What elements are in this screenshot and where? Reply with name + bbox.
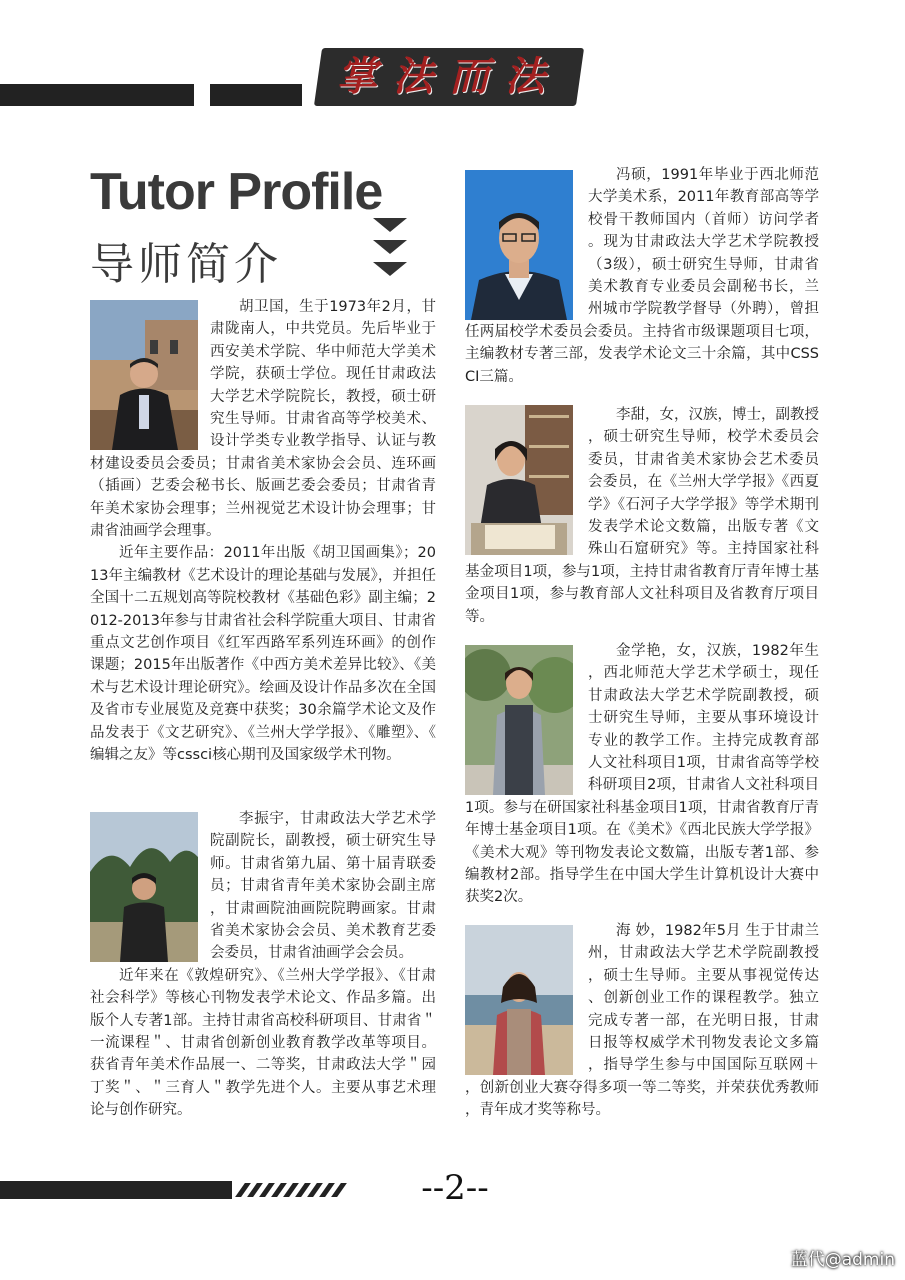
text-line: 社会科学》等核心刊物发表学术论文、作品多篇。出 <box>90 990 436 1007</box>
text-line: 日报等权威学术刊物发表论文多篇 <box>588 1035 819 1051</box>
text-line: 甘肃政法大学艺术学院副教授，硕 <box>588 687 819 704</box>
tutor-photo-li-zhenyu <box>90 812 198 962</box>
tutor-photo-hu-weiguo <box>90 300 198 450</box>
header-bar-left <box>0 84 194 106</box>
text-line: 肃省油画学会理事。 <box>90 523 221 539</box>
text-line: ，硕士生导师。主要从事视觉传达 <box>588 967 819 984</box>
text-line: 012-2013年参与甘肃省社会科学院重大项目、甘肃省 <box>90 612 436 629</box>
column-title: 掌法而法 <box>337 53 561 100</box>
text-line: 13年主编教材《艺术设计的理论基础与发展》，并担任 <box>90 567 436 584</box>
text-line: 海 妙，1982年5月 生于甘肃兰 <box>616 923 819 939</box>
text-line: 近年来在《敦煌研究》、《兰州大学学报》、《甘肃 <box>119 967 436 984</box>
text-line: 论与创作研究。 <box>90 1102 192 1119</box>
page-title-en: Tutor Profile <box>90 163 383 221</box>
text-line: 省美术家协会会员、美术教育艺委 <box>210 923 436 939</box>
text-line: 。现为甘肃政法大学艺术学院教授 <box>588 234 819 251</box>
text-line: 全国十二五规划高等院校教材《基础色彩》副主编；2 <box>90 590 436 607</box>
text-line: 丁奖＂、＂三育人＂教学先进个人。主要从事艺术理 <box>90 1079 436 1096</box>
text-line: 西安美术学院、华中师范大学美术 <box>210 343 436 360</box>
down-arrow-icon <box>373 262 407 276</box>
page-number: --2-- <box>421 1168 489 1208</box>
text-line: 基金项目1项，参与1项，主持甘肃省教育厅青年博士基 <box>465 563 819 580</box>
text-line: 发表学术论文数篇，出版专著《文 <box>588 519 819 535</box>
text-line: 及省市专业展览及竞赛中获奖；30余篇学术论文及作 <box>90 702 436 719</box>
text-line: 师。甘肃省第九届、第十届青联委 <box>210 855 436 872</box>
text-line: 、创新创业工作的课程教学。独立 <box>588 990 819 1007</box>
text-line: 版个人专著1部。主持甘肃省高校科研项目、甘肃省＂ <box>90 1012 436 1029</box>
text-line: 肃陇南人，中共党员。先后毕业于 <box>210 321 436 338</box>
text-line: 金学艳，女，汉族，1982年生 <box>616 643 819 659</box>
text-line: 主编教材专著三部，发表学术论文三十余篇，其中CSS <box>465 346 819 363</box>
text-line: 《美术大观》等刊物发表论文数篇，出版专著1部、参 <box>465 844 819 861</box>
column-title-banner <box>314 48 584 106</box>
text-line: 院副院长，副教授，硕士研究生导 <box>210 833 436 850</box>
text-line: 获省青年美术作品展一、二等奖，甘肃政法大学＂园 <box>90 1057 436 1074</box>
text-line: 委员，甘肃省美术家协会艺术委员 <box>588 451 819 468</box>
text-line: 获奖2次。 <box>465 889 533 906</box>
text-line: 任两届校学术委员会委员。主持省市级课题项目七项， <box>465 323 819 340</box>
text-line: 年博士基金项目1项。在《美术》《西北民族大学学报》 <box>465 822 819 839</box>
text-line: ，创新创业大赛夺得多项一等二等奖，并荣获优秀教师 <box>465 1079 819 1096</box>
tutor-photo-li-tian <box>465 405 573 555</box>
text-line: 近年主要作品：2011年出版《胡卫国画集》；20 <box>119 545 436 562</box>
text-line: 年美术家协会理事；兰州视觉艺术设计协会理事；甘 <box>90 500 436 517</box>
text-line: 李甜，女，汉族，博士，副教授 <box>616 407 819 423</box>
text-line: 人文社科项目1项，甘肃省高等学校 <box>588 755 819 771</box>
text-line: 编教材2部。指导学生在中国大学生计算机设计大赛中 <box>465 867 819 883</box>
text-line: 士研究生导师，主要从事环境设计 <box>588 710 819 727</box>
text-line: 金项目1项，参与教育部人文社科项目及省教育厅项目 <box>465 586 819 603</box>
page-title-cn: 导师简介 <box>90 239 282 290</box>
text-line: 编辑之友》等cssci核心期刊及国家级学术刊物。 <box>90 747 401 763</box>
text-line: ，甘肃画院油画院院聘画家。甘肃 <box>210 900 436 917</box>
watermark: 蓝代@admin <box>790 1250 895 1270</box>
text-line: 重点文艺创作项目《红军西路军系列连环画》的创作 <box>90 635 436 651</box>
text-line: 员；甘肃省青年美术家协会副主席 <box>210 878 436 895</box>
text-line: 一流课程＂、甘肃省创新创业教育教学改革等项目。 <box>90 1035 436 1051</box>
text-line: （3级），硕士研究生导师，甘肃省 <box>588 256 819 273</box>
text-line: 大学艺术学院院长，教授，硕士研 <box>210 388 436 405</box>
text-line: ，指导学生参与中国国际互联网＋ <box>588 1057 819 1074</box>
text-line: 术与艺术设计理论研究》。绘画及设计作品多次在全国 <box>90 679 436 696</box>
text-line: 李振宇，甘肃政法大学艺术学 <box>239 811 436 827</box>
text-line: 专业的教学工作。主持完成教育部 <box>588 732 819 749</box>
text-line: CI三篇。 <box>465 368 523 385</box>
text-line: 州，甘肃政法大学艺术学院副教授 <box>588 945 819 962</box>
text-line: （插画）艺委会秘书长、版画艺委会委员；甘肃省青 <box>90 478 436 495</box>
text-line: 学》《石河子大学学报》等学术期刊 <box>588 496 819 513</box>
tutor-photo-jin-xueyan <box>465 645 573 795</box>
text-line: 等。 <box>465 608 494 625</box>
footer-bar-left <box>0 1181 232 1199</box>
tutor-photo-feng-shuo <box>465 170 573 320</box>
text-line: 州城市学院教学督导（外聘），曾担 <box>588 301 819 318</box>
footer-stripe <box>331 1183 347 1197</box>
down-arrow-icon <box>373 240 407 254</box>
text-line: 究生导师。甘肃省高等学校美术、 <box>210 411 436 427</box>
text-line: 美术教育专业委员会副秘书长，兰 <box>588 279 819 295</box>
text-line: 会委员，甘肃省油画学会会员。 <box>210 945 413 962</box>
text-line: 品发表于《文艺研究》、《兰州大学学报》、《雕塑》、《 <box>90 724 436 741</box>
tutor-photo-hai-miao <box>465 925 573 1075</box>
text-line: ，硕士研究生导师，校学术委员会 <box>588 429 819 446</box>
text-line: 校骨干教师国内（首师）访问学者 <box>588 211 819 228</box>
header-bar-mid <box>210 84 302 106</box>
text-line: 完成专著一部，在光明日报，甘肃 <box>588 1012 819 1029</box>
text-line: 学院，获硕士学位。现任甘肃政法 <box>210 366 436 383</box>
text-line: 科研项目2项，甘肃省人文社科项目 <box>588 777 819 794</box>
down-arrow-icon <box>373 218 407 232</box>
text-line: 会委员，在《兰州大学学报》《西夏 <box>588 474 819 491</box>
text-line: 大学美术系，2011年教育部高等学 <box>588 189 819 206</box>
text-line: 胡卫国，生于1973年2月，甘 <box>239 299 436 315</box>
text-line: ，青年成才奖等称号。 <box>465 1102 610 1119</box>
text-line: 1项。参与在研国家社科基金项目1项，甘肃省教育厅青 <box>465 799 819 816</box>
text-line: ，西北师范大学艺术学硕士，现任 <box>588 665 819 682</box>
text-line: 设计学类专业教学指导、认证与教 <box>210 433 436 450</box>
text-line: 殊山石窟研究》等。主持国家社科 <box>588 541 819 558</box>
text-line: 课题；2015年出版著作《中西方美术差异比较》、《美 <box>90 657 436 674</box>
text-line: 冯硕，1991年毕业于西北师范 <box>616 167 819 183</box>
text-line: 材建设委员会委员；甘肃省美术家协会会员、连环画 <box>90 455 436 472</box>
